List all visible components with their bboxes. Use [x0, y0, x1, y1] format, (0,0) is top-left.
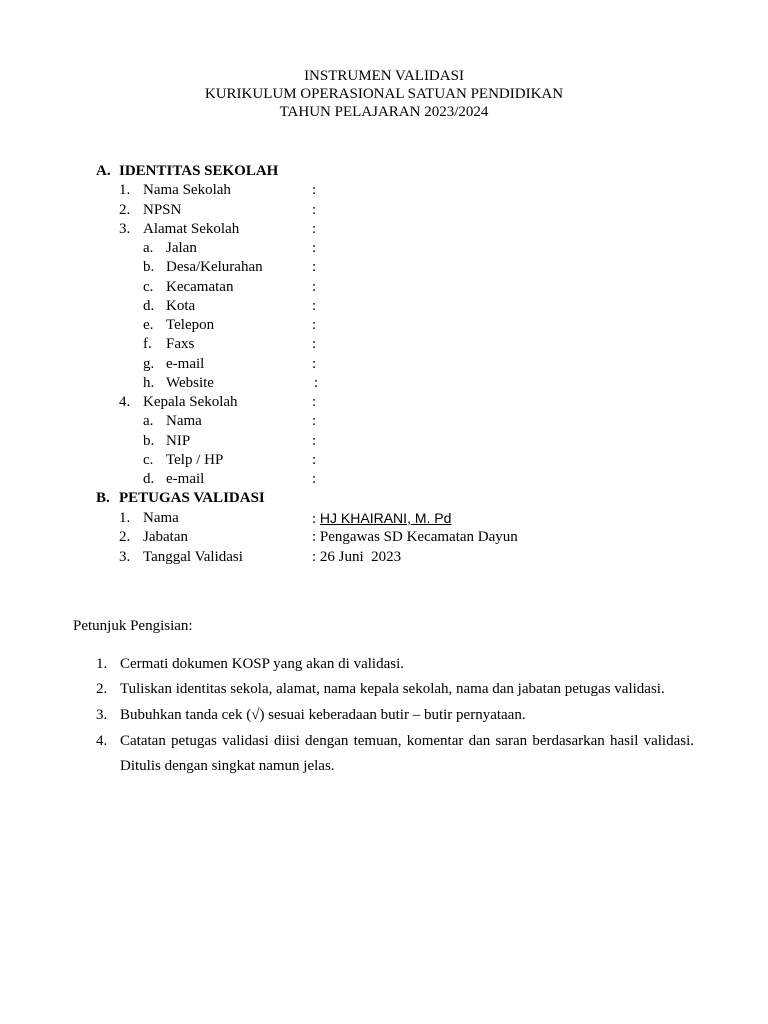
document-header [0, 67, 768, 121]
field-number: b. [143, 259, 155, 275]
field-label: Tanggal Validasi [143, 549, 243, 565]
field-number: h. [143, 375, 155, 391]
field-value: : [312, 279, 317, 295]
instructions-title: Petunjuk Pengisian: [73, 618, 193, 634]
field-number: d. [143, 471, 155, 487]
field-label: Telp / HP [166, 452, 224, 468]
section-b-title: PETUGAS VALIDASI [119, 490, 265, 506]
field-label: NPSN [143, 202, 182, 218]
validator-name: HJ KHAIRANI, M. Pd [319, 510, 452, 526]
field-value: : [312, 182, 317, 198]
field-label: NIP [166, 433, 191, 449]
field-label: e-mail [166, 471, 205, 487]
field-label: Jalan [166, 240, 197, 256]
field-value: : [312, 298, 317, 314]
field-value: : [312, 413, 317, 429]
field-value: : [312, 452, 317, 468]
field-value: : [314, 375, 319, 391]
field-label: Nama [143, 510, 179, 526]
field-label: Nama [166, 413, 202, 429]
field-number: c. [143, 279, 154, 295]
field-number: b. [143, 433, 155, 449]
field-label: e-mail [166, 356, 205, 372]
field-value: : [312, 221, 317, 237]
field-label: Kepala Sekolah [143, 394, 238, 410]
instruction-item [96, 677, 694, 702]
colon: : [312, 511, 320, 527]
field-label: Desa/Kelurahan [166, 259, 263, 275]
instruction-text: Bubuhkan tanda cek (√) sesuai keberadaan butir – butir pernyataan. [120, 707, 526, 723]
field-value [312, 510, 451, 528]
instruction-number: 3. [96, 707, 108, 723]
field-number: 3. [119, 549, 131, 565]
field-number: a. [143, 240, 154, 256]
field-number: a. [143, 413, 154, 429]
field-number: 4. [119, 394, 131, 410]
field-value: : [312, 317, 317, 333]
field-label: Website [166, 375, 214, 391]
colon: : [312, 529, 320, 545]
field-number: f. [143, 336, 152, 352]
field-label: Kota [166, 298, 196, 314]
field-number: e. [143, 317, 154, 333]
field-label: Alamat Sekolah [143, 221, 240, 237]
instruction-number: 2. [96, 681, 108, 697]
field-number: 1. [119, 182, 131, 198]
validation-date: 26 Juni 2023 [319, 549, 402, 565]
instruction-text: Cermati dokumen KOSP yang akan di validasi. [120, 656, 404, 672]
instruction-number: 1. [96, 656, 108, 672]
field-label: Jabatan [143, 529, 188, 545]
field-number: 2. [119, 202, 131, 218]
field-value: : [312, 240, 317, 256]
field-number: 1. [119, 510, 131, 526]
field-value [312, 549, 401, 566]
field-number: c. [143, 452, 154, 468]
instruction-item [96, 703, 694, 728]
field-value: : [312, 471, 317, 487]
field-value: : [312, 394, 317, 410]
field-value: : [312, 356, 317, 372]
field-label: Kecamatan [166, 279, 234, 295]
field-value: : [312, 202, 317, 218]
section-b-marker: B. [96, 490, 110, 506]
field-label: Faxs [166, 336, 195, 352]
field-label: Nama Sekolah [143, 182, 231, 198]
instruction-text: Tuliskan identitas sekola, alamat, nama kepala sekolah, nama dan jabatan petugas validasi. [120, 681, 665, 697]
field-value: : [312, 336, 317, 352]
header-title: INSTRUMEN VALIDASI [304, 68, 464, 84]
header-year: TAHUN PELAJARAN 2023/2024 [279, 104, 489, 120]
field-number: 2. [119, 529, 131, 545]
field-number: 3. [119, 221, 131, 237]
field-value [312, 529, 518, 546]
field-number: d. [143, 298, 155, 314]
field-value: : [312, 433, 317, 449]
field-number: g. [143, 356, 155, 372]
field-value: : [312, 259, 317, 275]
section-a-marker: A. [96, 163, 111, 179]
instruction-number: 4. [96, 733, 108, 749]
instruction-item [96, 729, 694, 779]
instruction-text: Catatan petugas validasi diisi dengan temuan, komentar dan saran berdasarkan hasil validasi. Ditulis dengan singkat namun jelas. [120, 733, 694, 774]
validator-position: Pengawas SD Kecamatan Dayun [319, 529, 518, 545]
colon: : [312, 549, 320, 565]
header-subtitle: KURIKULUM OPERASIONAL SATUAN PENDIDIKAN [204, 86, 564, 102]
instruction-item [96, 652, 694, 677]
section-a-title: IDENTITAS SEKOLAH [119, 163, 279, 179]
field-label: Telepon [166, 317, 215, 333]
